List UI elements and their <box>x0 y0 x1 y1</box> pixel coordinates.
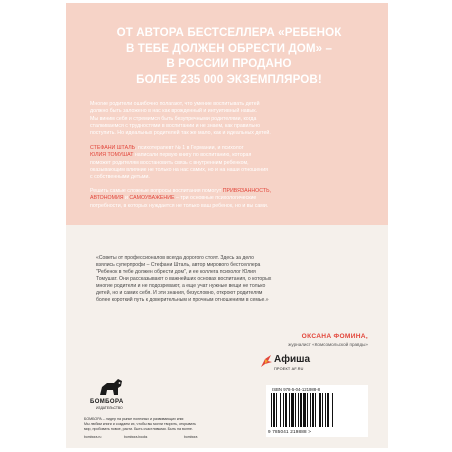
afisha-bird-icon <box>259 353 273 369</box>
barcode-bar <box>303 393 306 427</box>
publisher-subtitle: ИЗДАТЕЛЬСТВО <box>96 406 123 410</box>
barcode-bar <box>273 393 275 427</box>
quote-line: «Советы от профессионалов всегда дорогого стоят. Здесь за дело <box>96 255 254 261</box>
paragraph-text: , психотерапевт № 1 в Германии, и психолог <box>135 145 244 151</box>
quote-author <box>288 333 368 347</box>
instagram-link[interactable]: bombora.books <box>124 435 148 439</box>
afisha-name: Афиша <box>274 354 311 365</box>
author-name-tomushat: ЮЛИЯ ТОМУШАТ <box>90 152 134 159</box>
publisher-description <box>84 417 254 432</box>
paragraph-line: потребности, в которых нуждается не только ваш ребенок, но и вы сами. <box>90 202 269 209</box>
barcode-bar <box>319 393 321 427</box>
isbn-label: ISBN 978-5-04-121988-8 <box>272 387 321 392</box>
quote-line: Томушат. Они рассказывают о важнейших основах воспитания, о которых <box>96 276 272 283</box>
barcode-bar <box>285 393 287 427</box>
publisher-line: БОМБОРА – лидер на рынке полезных и развивающих книг. <box>84 417 185 421</box>
paragraph-line: поможет родителям восстановить связь с внутренним ребенком, <box>90 159 249 166</box>
paragraph-line: сталкиваемся с трудностями в воспитании и не знаем, как правильно <box>90 122 261 129</box>
barcode-bar <box>289 393 290 427</box>
keyword-attachment: ПРИВЯЗАННОСТЬ, <box>222 188 271 194</box>
headline-line: В ТЕБЕ ДОЛЖЕН ОБРЕСТИ ДОМ» – <box>125 41 332 55</box>
headline-line: В РОССИИ ПРОДАНО <box>166 57 292 71</box>
publisher-line: Мы любим книги и создаем их, чтобы вы могли творить, открывать <box>84 422 196 426</box>
isbn-digits: 9 785041 219888 > <box>268 429 312 434</box>
barcode-bar <box>332 393 333 427</box>
paragraph-line: Многие родители ошибочно полагают, что умение воспитывать детей <box>90 101 260 107</box>
barcode-icon <box>268 393 366 429</box>
keyword-self-esteem: САМОУВАЖЕНИЕ <box>129 195 175 202</box>
quote-author-role: журналист «Комсомольской правды» <box>288 342 368 347</box>
paragraph-line: оказывающим влияние не только на нас самих, но и на наши отношения <box>90 166 268 173</box>
quote-line: многие родители и не подозревают, а еще учат нужные вещи не только <box>96 283 266 290</box>
paragraph-line: должно быть заложено в нас как врожденный и интуитивный навык. <box>90 108 257 115</box>
paragraph-text: и <box>123 195 130 202</box>
keyword-autonomy: АВТОНОМИЯ <box>90 195 124 202</box>
barcode-bar <box>327 393 329 427</box>
publisher-links <box>84 435 264 441</box>
author-name-stahl: СТЕФАНИ ШТАЛЬ <box>90 145 136 151</box>
quote-line: "Ребенок в тебе должен обрести дом", и ее коллега психолог Юлия <box>96 269 256 276</box>
paragraph-line <box>90 188 366 195</box>
review-quote <box>96 255 366 304</box>
intro-paragraph <box>90 101 366 137</box>
barcode-bar <box>312 393 314 427</box>
barcode-bar <box>322 393 323 427</box>
barcode-bar <box>271 393 272 427</box>
paragraph-line <box>90 152 366 159</box>
publisher-logo <box>86 375 146 415</box>
quote-line: взялись суперпрофи – Стефани Шталь, автор мирового бестселлера <box>96 262 261 269</box>
needs-paragraph <box>90 188 366 210</box>
headline <box>84 25 374 87</box>
paragraph-line: с собственными детьми. <box>90 174 150 181</box>
barcode-bar <box>307 393 308 427</box>
barcode-bar <box>291 393 294 427</box>
paragraph-text: – три основные психологические <box>174 195 257 202</box>
headline-line: ОТ АВТОРА БЕСТСЕЛЛЕРА «РЕБЕНОК <box>116 26 342 39</box>
authors-paragraph <box>90 145 366 181</box>
barcode-bar <box>280 393 281 427</box>
site-link[interactable]: bombora.ru <box>84 435 102 439</box>
barcode-bar <box>298 393 299 427</box>
paragraph-text: написали первую книгу по воспитанию, которая <box>133 152 252 159</box>
publisher-name: БОМБОРА <box>90 399 124 405</box>
paragraph-line: поступить. Но идеальных родителей так же мало, как и идеальных детей. <box>90 130 271 137</box>
bear-logo-icon <box>98 375 124 397</box>
book-back-cover <box>66 3 388 448</box>
paragraph-line <box>90 195 366 202</box>
publisher-line: мир, пробовать новое, расти. Быть счастливыми. Быть на волне. <box>84 427 193 431</box>
barcode-bar <box>283 393 284 427</box>
quote-author-name: ОКСАНА ФОМИНА, <box>301 333 368 340</box>
afisha-logo <box>259 352 313 380</box>
paragraph-text: Решить самые сложные вопросы воспитания помогут <box>90 188 223 194</box>
quote-line: детей, но и самих себя. И эти знания, безусловно, откроют родителям <box>96 290 263 297</box>
vk-link[interactable]: bombora <box>184 435 198 439</box>
isbn-block <box>266 385 368 437</box>
headline-line: БОЛЕЕ 235 000 ЭКЗЕМПЛЯРОВ! <box>136 72 322 86</box>
barcode-bar <box>315 393 316 427</box>
barcode-bar <box>300 393 302 427</box>
barcode-bar <box>310 393 311 427</box>
paragraph-line <box>90 145 366 152</box>
barcode-bar <box>325 393 326 427</box>
barcode-bar <box>276 393 277 427</box>
afisha-subtitle: ПРОЕКТ AF.RU <box>274 367 304 371</box>
top-panel <box>66 3 388 225</box>
paragraph-line: Мы виним себя и стремимся быть безупречными родителями, когда <box>90 115 257 122</box>
barcode-bar <box>295 393 296 427</box>
quote-line: более короткий путь к доверительным и прочным отношениям в семье.» <box>96 297 269 304</box>
